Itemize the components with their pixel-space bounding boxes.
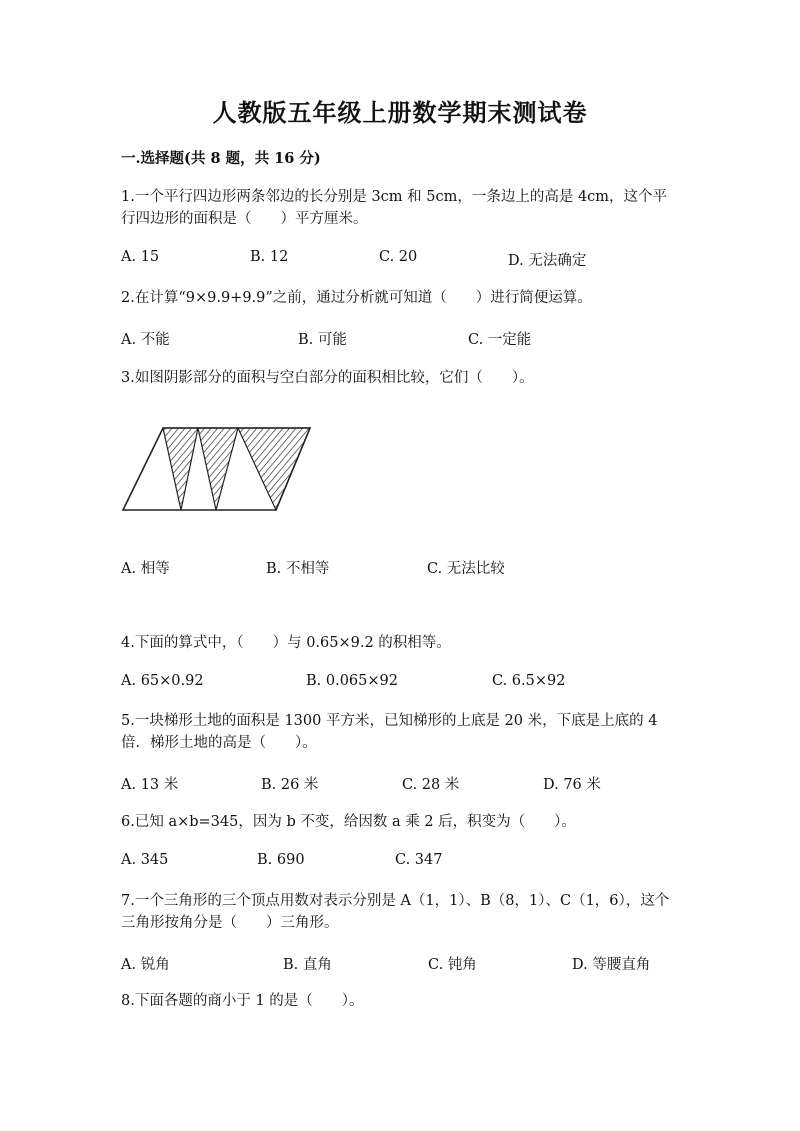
q4-option-b: B. 0.065×92 <box>306 673 398 689</box>
q5-option-b: B. 26 米 <box>261 777 319 793</box>
question-5: 5.一块梯形土地的面积是 1300 平方米，已知梯形的上底是 20 米，下底是上底的 4 倍．梯形土地的高是（ ）。 <box>121 713 658 751</box>
q2-option-c: C. 一定能 <box>468 332 532 348</box>
question-3: 3.如图阴影部分的面积与空白部分的面积相比较，它们（ ）。 <box>121 370 534 386</box>
question-7: 7.一个三角形的三个顶点用数对表示分别是 A（1，1）、B（8，1）、C（1，6），这个三角形按角分是（ ）三角形。 <box>121 893 670 931</box>
q7-option-d: D. 等腰直角 <box>572 957 651 973</box>
q5-option-c: C. 28 米 <box>402 777 460 793</box>
q1-option-d: D. 无法确定 <box>508 253 587 269</box>
q2-option-b: B. 可能 <box>298 332 347 348</box>
page-title: 人教版五年级上册数学期末测试卷 <box>212 98 588 127</box>
question-2: 2.在计算“9×9.9+9.9”之前，通过分析就可知道（ ）进行简便运算。 <box>121 290 592 306</box>
question-4: 4.下面的算式中，（ ）与 0.65×9.2 的积相等。 <box>121 635 451 651</box>
parallelogram-figure <box>118 422 318 522</box>
section-heading: 一.选择题(共 8 题，共 16 分) <box>121 150 321 167</box>
q4-option-c: C. 6.5×92 <box>492 673 566 689</box>
shaded-triangles <box>163 428 310 510</box>
question-8: 8.下面各题的商小于 1 的是（ ）。 <box>121 993 364 1009</box>
q4-option-a: A. 65×0.92 <box>121 673 204 689</box>
shaded-triangle-2 <box>198 428 238 510</box>
q1-option-c: C. 20 <box>379 249 418 265</box>
q7-option-b: B. 直角 <box>283 957 332 973</box>
shaded-triangle-1 <box>163 428 198 510</box>
q1-option-a: A. 15 <box>121 249 160 265</box>
q3-option-b: B. 不相等 <box>266 561 330 577</box>
q5-option-a: A. 13 米 <box>121 777 179 793</box>
q5-option-d: D. 76 米 <box>543 777 601 793</box>
question-6: 6.已知 a×b=345，因为 b 不变，给因数 a 乘 2 后，积变为（ ）。 <box>121 814 576 830</box>
q1-option-b: B. 12 <box>250 249 289 265</box>
q6-option-a: A. 345 <box>121 852 169 868</box>
q3-option-a: A. 相等 <box>121 561 170 577</box>
q6-option-b: B. 690 <box>257 852 305 868</box>
q2-option-a: A. 不能 <box>121 332 170 348</box>
q7-option-a: A. 锐角 <box>121 957 170 973</box>
q3-option-c: C. 无法比较 <box>427 561 505 577</box>
shaded-triangle-3 <box>238 428 310 510</box>
question-1: 1.一个平行四边形两条邻边的长分别是 3cm 和 5cm，一条边上的高是 4cm，这个平行四边形的面积是（ ）平方厘米。 <box>121 189 668 227</box>
q7-option-c: C. 钝角 <box>428 957 477 973</box>
q6-option-c: C. 347 <box>395 852 443 868</box>
